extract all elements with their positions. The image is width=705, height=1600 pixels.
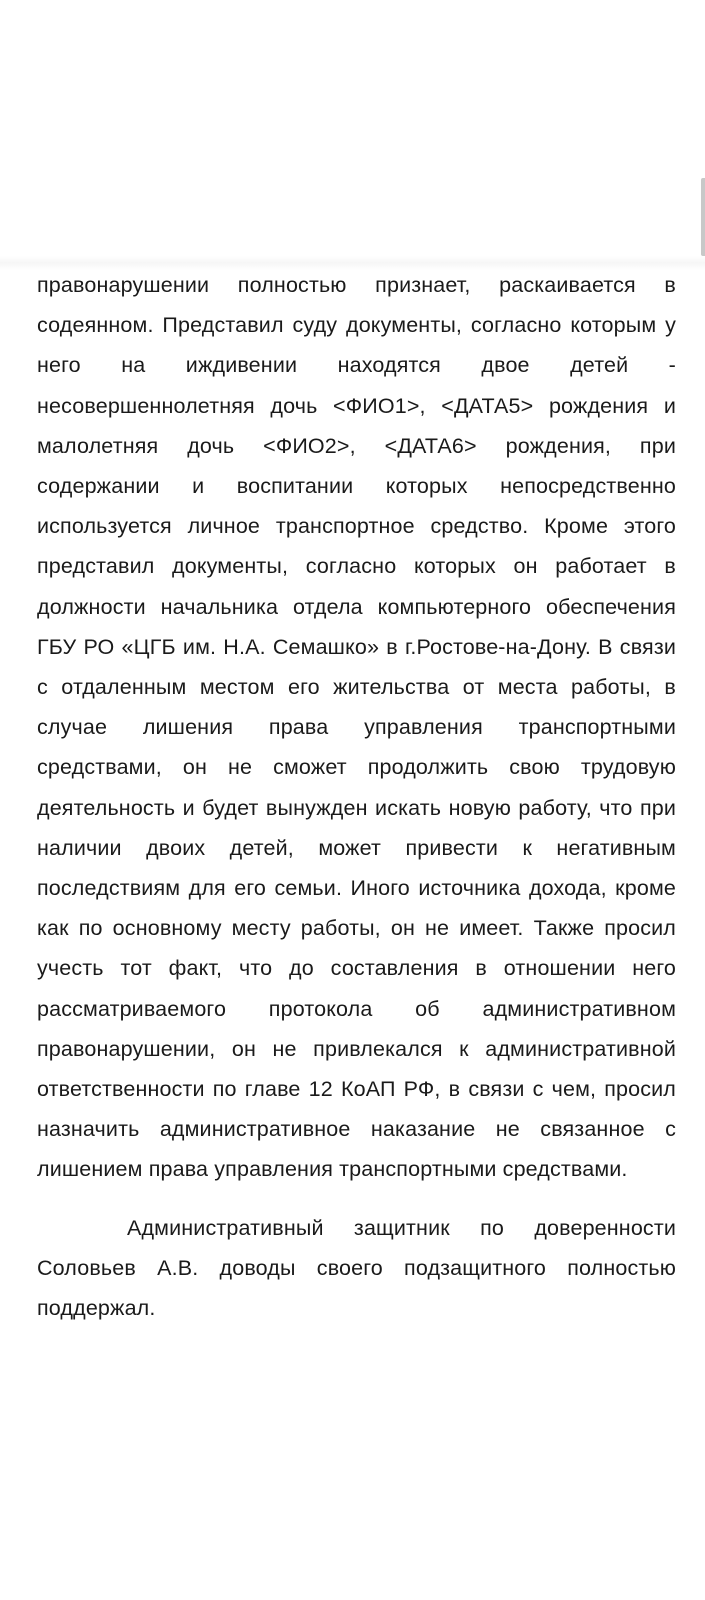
scrollbar-thumb[interactable] [701, 178, 705, 256]
blank-header-area [0, 0, 705, 262]
paragraph-defendant-statement: правонарушении полностью признает, раскаивается в содеянном. Представил суду документы, согласно которым у него на иждивении находятся двое детей - несовершеннолетняя дочь <ФИО1>, <ДАТА5> рождения и малолетняя дочь <ФИО2>, <ДАТА6> рождения, при содержании и воспитании которых непосредственно используется личное транспортное средство. Кроме этого представил документы, согласно которых он работает в должности начальника отдела компьютерного обеспечения ГБУ РО «ЦГБ им. Н.А. Семашко» в г.Ростове-на-Дону. В связи с отдаленным местом его жительства от места работы, в случае лишения права управления транспортными средствами, он не сможет продолжить свою трудовую деятельность и будет вынужден искать новую работу, что при наличии двоих детей, может привести к негативным последствиям для его семьи. Иного источника дохода, кроме как по основному месту работы, он не имеет. Также просил учесть тот факт, что до составления в отношении него рассматриваемого протокола об административном правонарушении, он не привлекался к административной ответственности по главе 12 КоАП РФ, в связи с чем, просил назначить административное наказание не связанное с лишением права управления транспортными средствами. [37, 273, 676, 1182]
document-body [37, 265, 676, 1328]
paragraph-defender-statement: Административный защитник по доверенности Соловьев А.В. доводы своего подзащитного полностью поддержал. [37, 1215, 676, 1321]
